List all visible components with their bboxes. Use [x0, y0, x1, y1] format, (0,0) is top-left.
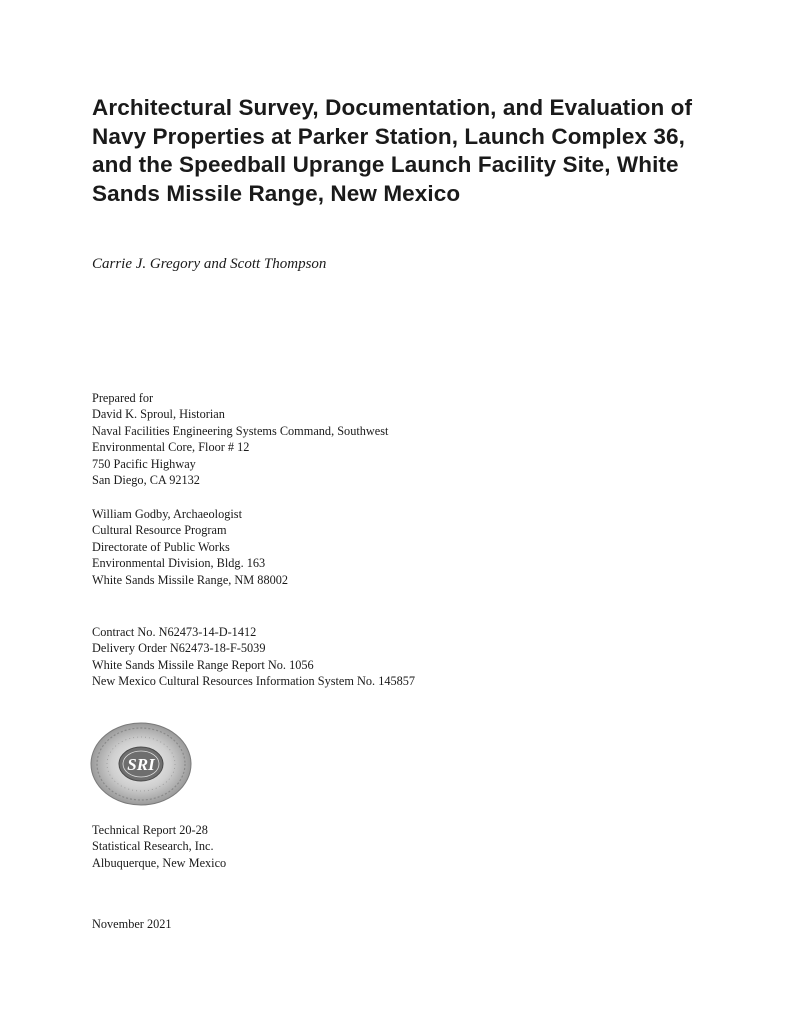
title-line: and the Speedball Uprange Launch Facility Site, White	[92, 152, 679, 177]
contract-line: New Mexico Cultural Resources Information System No. 145857	[92, 674, 416, 689]
address-line: Cultural Resource Program	[92, 523, 227, 538]
address-line: Naval Facilities Engineering Systems Command, Southwest	[92, 423, 389, 438]
prepared-for-block	[92, 390, 388, 488]
prepared-for-label: Prepared for	[92, 391, 154, 405]
title-line: Sands Missile Range, New Mexico	[92, 180, 461, 206]
address-line: 750 Pacific Highway	[92, 456, 196, 471]
sri-seal-logo	[88, 720, 194, 808]
title-line: Architectural Survey, Documentation, and Evaluation of	[92, 95, 693, 120]
date-text: November 2021	[92, 917, 172, 931]
address-line: Environmental Core, Floor # 12	[92, 440, 250, 455]
contract-info-block	[92, 624, 415, 690]
address-line: William Godby, Archaeologist	[92, 507, 242, 521]
report-title	[92, 94, 732, 208]
report-line: Statistical Research, Inc.	[92, 839, 214, 854]
title-line: Navy Properties at Parker Station, Launch Complex 36,	[92, 123, 686, 149]
report-info-block	[92, 822, 226, 871]
address-line: Environmental Division, Bldg. 163	[92, 556, 266, 571]
address-line: Directorate of Public Works	[92, 539, 230, 554]
publication-date	[92, 916, 172, 932]
address-line: White Sands Missile Range, NM 88002	[92, 572, 289, 587]
address-line: San Diego, CA 92132	[92, 473, 200, 488]
report-line: Albuquerque, New Mexico	[92, 855, 227, 870]
contract-line: Delivery Order N62473-18-F-5039	[92, 641, 266, 656]
sri-logo-text: SRI	[127, 755, 155, 774]
contract-line: White Sands Missile Range Report No. 1056	[92, 657, 314, 672]
report-line: Technical Report 20-28	[92, 823, 208, 837]
address-line: David K. Sproul, Historian	[92, 407, 225, 422]
contract-line: Contract No. N62473-14-D-1412	[92, 625, 257, 639]
secondary-contact-block	[92, 506, 288, 588]
authors: Carrie J. Gregory and Scott Thompson	[92, 256, 327, 272]
